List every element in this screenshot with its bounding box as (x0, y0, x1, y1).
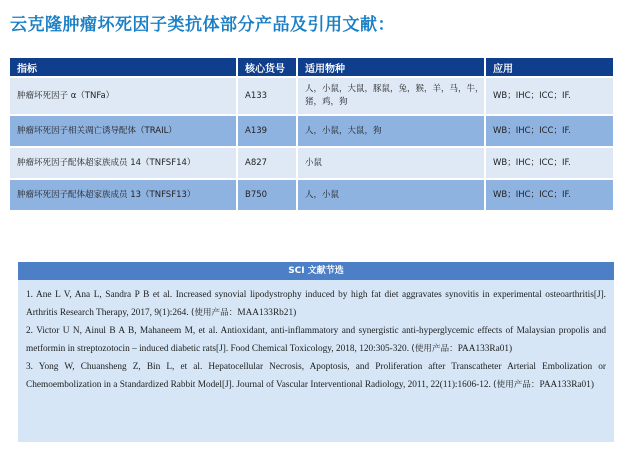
reference-text: 3. Yong W, Chuansheng Z, Bin L, et al. Hepatocellular Necrosis, Apoptosis, and Proliferation after Transcatheter Arterial Embolization or Chemoembolization in a Standardized Rabbit Model[J]. Journal of Vascular Interventional Radiology, 2011, 22(11):1606-12. (26, 362, 606, 390)
cell-species: 小鼠 (297, 147, 485, 179)
reference-cite-label: (使用产品： (411, 343, 458, 354)
cell-application: WB；IHC；ICC；IF. (485, 77, 613, 115)
cell-application: WB；IHC；ICC；IF. (485, 115, 613, 147)
header-application: 应用 (485, 58, 613, 77)
table-row (10, 147, 613, 179)
header-code: 核心货号 (237, 58, 297, 77)
cell-species: 人，小鼠，大鼠，豚鼠，兔，猴，羊，马，牛，猪，鸡，狗 (297, 77, 485, 115)
reference-cite-code: PAA133Ra01) (539, 379, 594, 390)
cell-code: A827 (237, 147, 297, 179)
cell-code: B750 (237, 179, 297, 210)
table-row (10, 77, 613, 115)
references-list (18, 280, 614, 394)
reference-text: 2. Victor U N, Ainul B A B, Mahaneem M, et al. Antioxidant, anti-inflammatory and synergistic anti-hyperglycemic effects of Malaysian propolis and metformin in streptozotocin – induced diabetic rats[J]. Food Chemical Toxicology, 2018, 120:305-320. (26, 326, 606, 354)
cell-species: 人，小鼠，大鼠，狗 (297, 115, 485, 147)
cell-indicator: 肿瘤坏死因子相关凋亡诱导配体（TRAIL） (10, 115, 237, 147)
reference-item (26, 287, 606, 322)
table-row (10, 115, 613, 147)
reference-text: 1. Ane L V, Ana L, Sandra P B et al. Increased synovial lipodystrophy induced by high fat diet aggravates synovitis in experimental osteoarthritis[J]. Arthritis Research Therapy, 2017, 9(1):264. (26, 290, 606, 318)
reference-item (26, 323, 606, 358)
reference-cite-code: MAA133Rb21) (237, 307, 297, 318)
table-header-row (10, 58, 613, 77)
header-indicator: 指标 (10, 58, 237, 77)
cell-application: WB；IHC；ICC；IF. (485, 147, 613, 179)
cell-code: A139 (237, 115, 297, 147)
references-panel (18, 262, 614, 442)
cell-species: 人，小鼠 (297, 179, 485, 210)
reference-cite-label: (使用产品： (493, 379, 540, 390)
page-title: 云克隆肿瘤坏死因子类抗体部分产品及引用文献： (10, 15, 395, 35)
reference-cite-label: (使用产品： (190, 307, 238, 318)
cell-indicator: 肿瘤坏死因子 α（TNFa） (10, 77, 237, 115)
cell-indicator: 肿瘤坏死因子配体超家族成员 13（TNFSF13） (10, 179, 237, 210)
cell-indicator: 肿瘤坏死因子配体超家族成员 14（TNFSF14） (10, 147, 237, 179)
table-row (10, 179, 613, 210)
cell-application: WB；IHC；ICC；IF. (485, 179, 613, 210)
cell-code: A133 (237, 77, 297, 115)
header-species: 适用物种 (297, 58, 485, 77)
reference-item (26, 359, 606, 394)
product-table (10, 58, 613, 210)
references-header: SCI 文献节选 (18, 262, 614, 280)
reference-cite-code: PAA133Ra01) (457, 343, 513, 354)
